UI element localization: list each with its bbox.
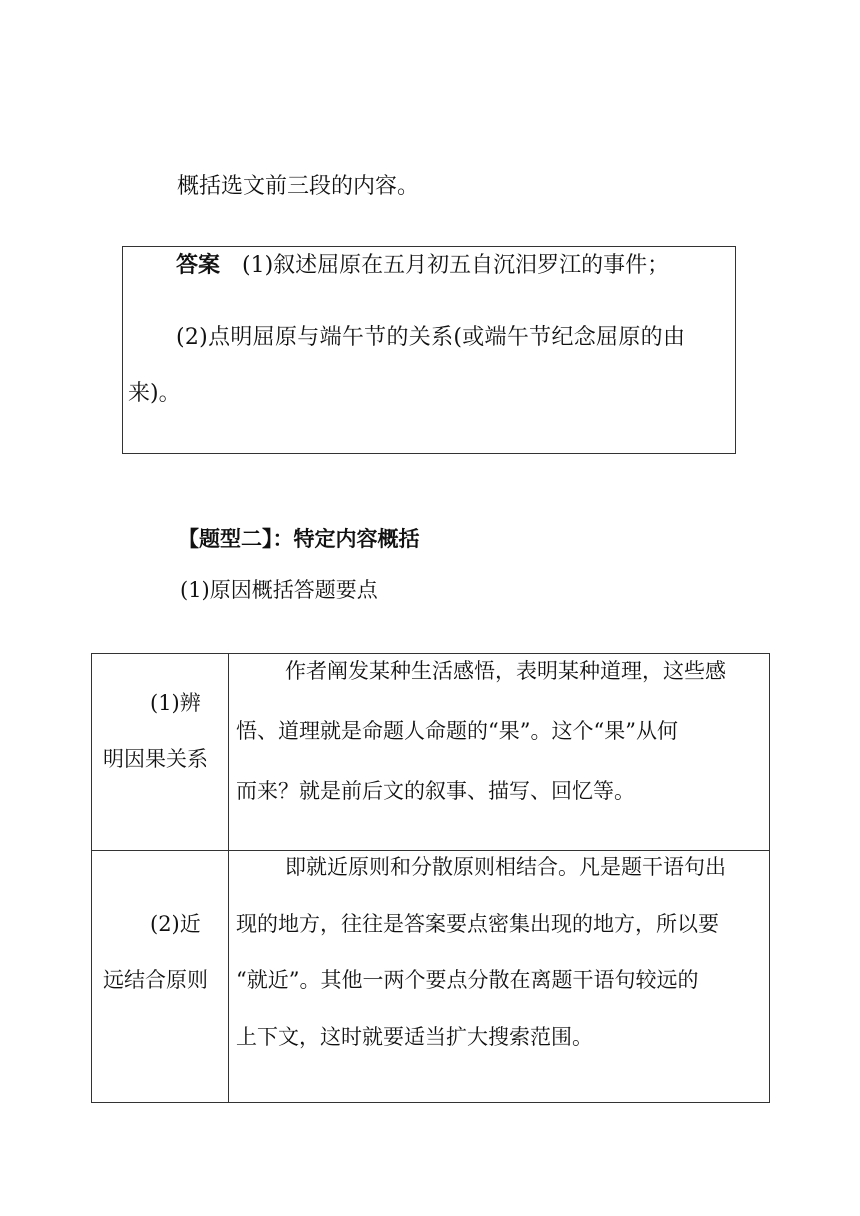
content-line: 悟、道理就是命题人命题的“果”。这个“果”从何 xyxy=(236,719,678,743)
section-subheading: (1)原因概括答题要点 xyxy=(180,578,378,602)
row-label-line: (2)近 xyxy=(150,912,201,936)
row-label-line: (1)辨 xyxy=(150,691,201,715)
answer-point-1: (1)叙述屈原在五月初五自沉汨罗江的事件； xyxy=(242,253,670,278)
answer-box xyxy=(122,246,736,454)
intro-question: 概括选文前三段的内容。 xyxy=(177,174,420,199)
content-line: 上下文，这时就要适当扩大搜索范围。 xyxy=(236,1025,593,1049)
content-line: 而来？就是前后文的叙事、描写、回忆等。 xyxy=(236,779,635,803)
answer-point-2-continued: 来)。 xyxy=(128,381,181,406)
content-line: 作者阐发某种生活感悟，表明某种道理，这些感 xyxy=(285,659,726,683)
row-label-line: 远结合原则 xyxy=(103,968,208,992)
content-line: 现的地方，往往是答案要点密集出现的地方，所以要 xyxy=(236,912,719,936)
answer-label: 答案 xyxy=(176,253,221,278)
answer-point-2: (2)点明屈原与端午节的关系(或端午节纪念屈原的由 xyxy=(176,325,686,350)
answer-points-table xyxy=(91,653,770,1103)
column-divider xyxy=(228,654,229,850)
column-divider xyxy=(228,851,229,1103)
row-label-line: 明因果关系 xyxy=(103,747,208,771)
content-line: “就近”。其他一两个要点分散在离题干语句较远的 xyxy=(236,968,699,992)
answer-line-1 xyxy=(176,251,669,281)
table-row xyxy=(92,654,769,851)
table-row xyxy=(92,851,769,1103)
section-heading: 【题型二】：特定内容概括 xyxy=(178,527,420,551)
content-line: 即就近原则和分散原则相结合。凡是题干语句出 xyxy=(285,855,726,879)
